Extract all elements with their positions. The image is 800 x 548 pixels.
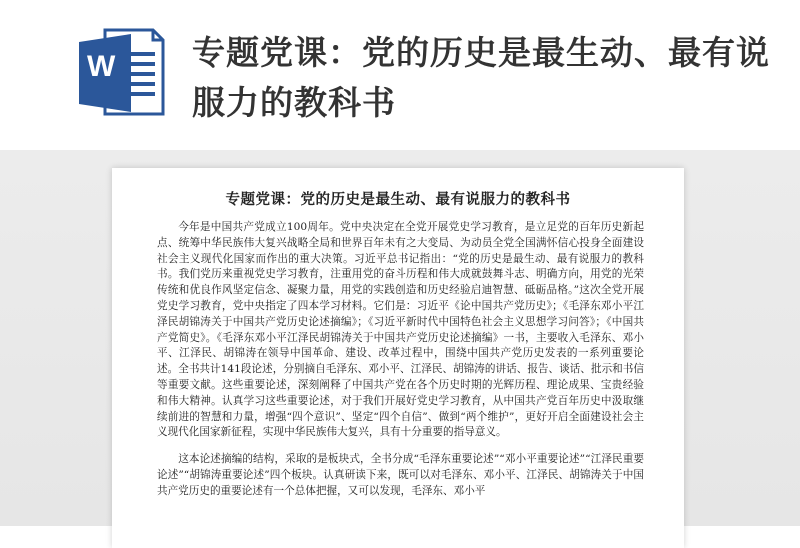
document-body [157,220,644,511]
word-icon-letter: W [87,50,116,83]
header-title: 专题党课：党的历史是最生动、最有说服力的教科书 [192,33,770,122]
paragraph: 今年是中国共产党成立100周年。党中央决定在全党开展党史学习教育，是立足党的百年历史新起点、统筹中华民族伟大复兴战略全局和世界百年未有之大变局、为动员全党全国满怀信心投身全面建设社会主义现代化国家而作出的重大决策。习近平总书记指出：“党的历史是最生动、最有说服力的教科书。我们党历来重视党史学习教育，注重用党的奋斗历程和伟大成就鼓舞斗志、明确方向，用党的光荣传统和优良作风坚定信念、凝聚力量，用党的实践创造和历史经验启迪智慧、砥砺品格。”这次全党开展党史学习教育，党中央指定了四本学习材料。它们是：习近平《论中国共产党历史》；《毛泽东邓小平江泽民胡锦涛关于中国共产党历史论述摘编》；《习近平新时代中国特色社会主义思想学习问答》；《中国共产党简史》。《毛泽东邓小平江泽民胡锦涛关于中国共产党历史论述摘编》一书，主要收入毛泽东、邓小平、江泽民、胡锦涛在领导中国革命、建设、改革过程中，围绕中国共产党历史发表的一系列重要论述。全书共计141段论述，分别摘自毛泽东、邓小平、江泽民、胡锦涛的讲话、报告、谈话、批示和书信等重要文献。这些重要论述，深刻阐释了中国共产党在各个历史时期的光辉历程、理论成果、宝贵经验和伟大精神。认真学习这些重要论述，对于我们开展好党史学习教育，从中国共产党百年历史中汲取继续前进的智慧和力量，增强“四个意识”、坚定“四个自信”、做到“两个维护”，更好开启全面建设社会主义现代化国家新征程，实现中华民族伟大复兴，具有十分重要的指导意义。 [157,221,644,439]
document-title: 专题党课：党的历史是最生动、最有说服力的教科书 [225,191,571,208]
banner-header [0,0,800,160]
document-page [112,168,684,548]
paragraph: 这本论述摘编的结构，采取的是板块式，全书分成“毛泽东重要论述”“邓小平重要论述”“江泽民重要论述”“胡锦涛重要论述”四个板块。认真研读下来，既可以对毛泽东、邓小平、江泽民、胡锦涛关于中国共产党历史的重要论述有一个总体把握，又可以发现，毛泽东、邓小平 [157,453,644,497]
